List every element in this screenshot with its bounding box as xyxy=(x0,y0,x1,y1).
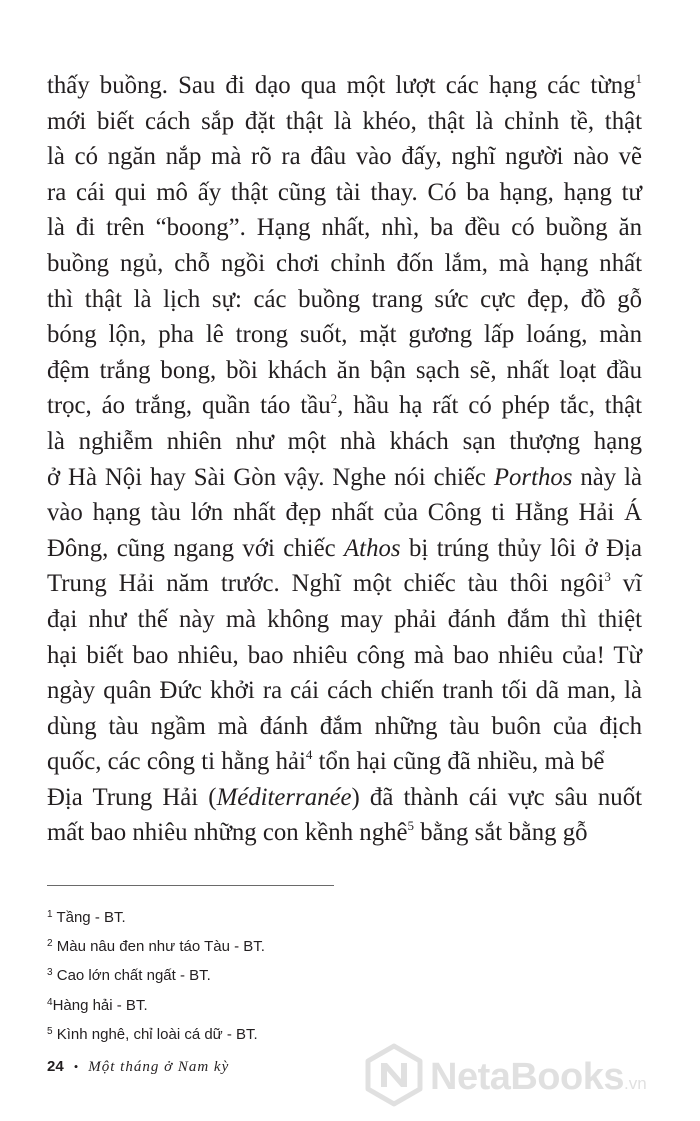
text-line xyxy=(47,317,642,353)
netabooks-logo-icon xyxy=(362,1042,426,1108)
line-text-continued: bị trúng thủy lôi ở Địa xyxy=(400,534,642,562)
line-text: Địa Trung Hải ( xyxy=(47,783,217,811)
text-line xyxy=(47,744,642,780)
footer-bullet: • xyxy=(73,1059,79,1074)
line-text: thì thật là lịch sự: các buồng trang sức cực đẹp, đồ gỗ xyxy=(47,285,642,313)
footnote-text: Cao lớn chất ngất - BT. xyxy=(52,967,211,985)
line-text: mất bao nhiêu những con kềnh nghê xyxy=(47,819,408,847)
footnote-ref: 2 xyxy=(330,391,338,407)
text-line xyxy=(47,246,642,282)
page-number: 24 xyxy=(47,1058,64,1075)
text-line xyxy=(47,460,642,496)
line-text: ngày quân Đức khởi ra cái cách chiến tranh tối dã man, là xyxy=(47,677,642,705)
line-text: ra cái qui mô ấy thật cũng tài thay. Có ba hạng, hạng tư xyxy=(47,178,642,206)
watermark-brand: NetaBooks xyxy=(430,1056,624,1098)
text-line xyxy=(47,709,642,745)
line-text-continued: ) đã thành cái vực sâu nuốt xyxy=(351,783,642,811)
text-line xyxy=(47,424,642,460)
text-line xyxy=(47,104,642,140)
line-text: là có ngăn nắp mà rõ ra đâu vào đấy, nghĩ người nào vẽ xyxy=(47,143,642,171)
line-text: vào hạng tàu lớn nhất đẹp nhất của Công ti Hằng Hải Á xyxy=(47,499,642,527)
line-text: Trung Hải năm trước. Nghĩ một chiếc tàu thôi ngôi xyxy=(47,570,605,598)
line-text-continued: tổn hại cũng đã nhiều, mà bể xyxy=(312,748,605,776)
text-line xyxy=(47,282,642,318)
footnote-text: Kình nghê, chỉ loài cá dữ - BT. xyxy=(52,1025,258,1043)
line-text-continued: vĩ xyxy=(610,570,642,598)
line-text: là đi trên “boong”. Hạng nhất, nhì, ba đều có buồng ăn xyxy=(47,214,642,242)
footnote xyxy=(47,991,265,1020)
text-line xyxy=(47,139,642,175)
line-text: trọc, áo trắng, quần táo tầu xyxy=(47,392,331,420)
footnote-divider xyxy=(47,885,334,886)
text-line xyxy=(47,638,642,674)
footnote-text: Màu nâu đen như táo Tàu - BT. xyxy=(52,938,265,956)
text-line xyxy=(47,175,642,211)
italic-term: Méditerranée xyxy=(216,783,352,811)
footnote-number: 3 xyxy=(47,967,53,979)
line-text: dùng tàu ngầm mà đánh đắm những tàu buôn của địch xyxy=(47,712,642,740)
line-text: quốc, các công ti hằng hải xyxy=(47,748,306,776)
footnote-number: 1 xyxy=(47,909,53,920)
footnote xyxy=(47,1020,265,1049)
line-text: ở Hà Nội hay Sài Gòn vậy. Nghe nói chiếc xyxy=(47,463,494,491)
footnotes xyxy=(47,903,265,1049)
line-text: là nghiễm nhiên như một nhà khách sạn thượng hạng xyxy=(47,427,642,455)
running-title: Một tháng ở Nam kỳ xyxy=(88,1059,230,1075)
text-line xyxy=(47,495,642,531)
footnote-number: 5 xyxy=(47,1025,53,1037)
footnote-text: Hàng hải - BT. xyxy=(52,996,148,1014)
line-text-continued: bằng sắt bằng gỗ xyxy=(414,819,588,847)
footnote-ref: 1 xyxy=(635,71,642,86)
footnote-number: 4 xyxy=(47,996,53,1008)
line-text: buồng ngủ, chỗ ngồi chơi chỉnh đốn lắm, mà hạng nhất xyxy=(47,249,642,277)
line-text: đại như thế này mà không may phải đánh đắm thì thiệt xyxy=(47,605,642,633)
italic-term: Porthos xyxy=(493,463,573,491)
text-line xyxy=(47,673,642,709)
text-line xyxy=(47,602,642,638)
line-text: bóng lộn, pha lê trong suốt, mặt gương lấp loáng, màn xyxy=(47,321,642,349)
page-footer xyxy=(47,1058,229,1076)
text-line xyxy=(47,68,642,104)
text-line xyxy=(47,815,642,851)
watermark-suffix: .vn xyxy=(624,1074,647,1093)
line-text: thấy buồng. Sau đi dạo qua một lượt các hạng các từng xyxy=(47,72,636,99)
text-line xyxy=(47,210,642,246)
watermark-text xyxy=(430,1056,647,1099)
text-line xyxy=(47,780,642,816)
line-text: mới biết cách sắp đặt thật là khéo, thật là chỉnh tề, thật xyxy=(47,107,642,135)
line-text: hại biết bao nhiêu, bao nhiêu công mà bao nhiêu của! Từ xyxy=(47,641,642,669)
line-text: Đông, cũng ngang với chiếc xyxy=(47,534,345,562)
watermark xyxy=(362,1042,682,1108)
footnote-ref: 4 xyxy=(305,747,313,763)
italic-term: Athos xyxy=(344,534,401,562)
footnote xyxy=(47,903,265,932)
footnote xyxy=(47,932,265,961)
line-text: đệm trắng bong, bồi khách ăn bận sạch sẽ, nhất loạt đầu xyxy=(47,356,642,384)
footnote-ref: 5 xyxy=(407,818,415,834)
text-line xyxy=(47,353,642,389)
body-text xyxy=(47,68,642,851)
footnote-ref: 3 xyxy=(604,569,611,585)
text-line xyxy=(47,531,642,567)
text-line xyxy=(47,566,642,602)
text-line xyxy=(47,388,642,424)
line-text-continued: này là xyxy=(572,463,642,491)
footnote-number: 2 xyxy=(47,938,53,950)
line-text-continued: , hầu hạ rất có phép tắc, thật xyxy=(337,392,642,420)
footnote xyxy=(47,961,265,990)
footnote-text: Tầng - BT. xyxy=(52,909,126,926)
